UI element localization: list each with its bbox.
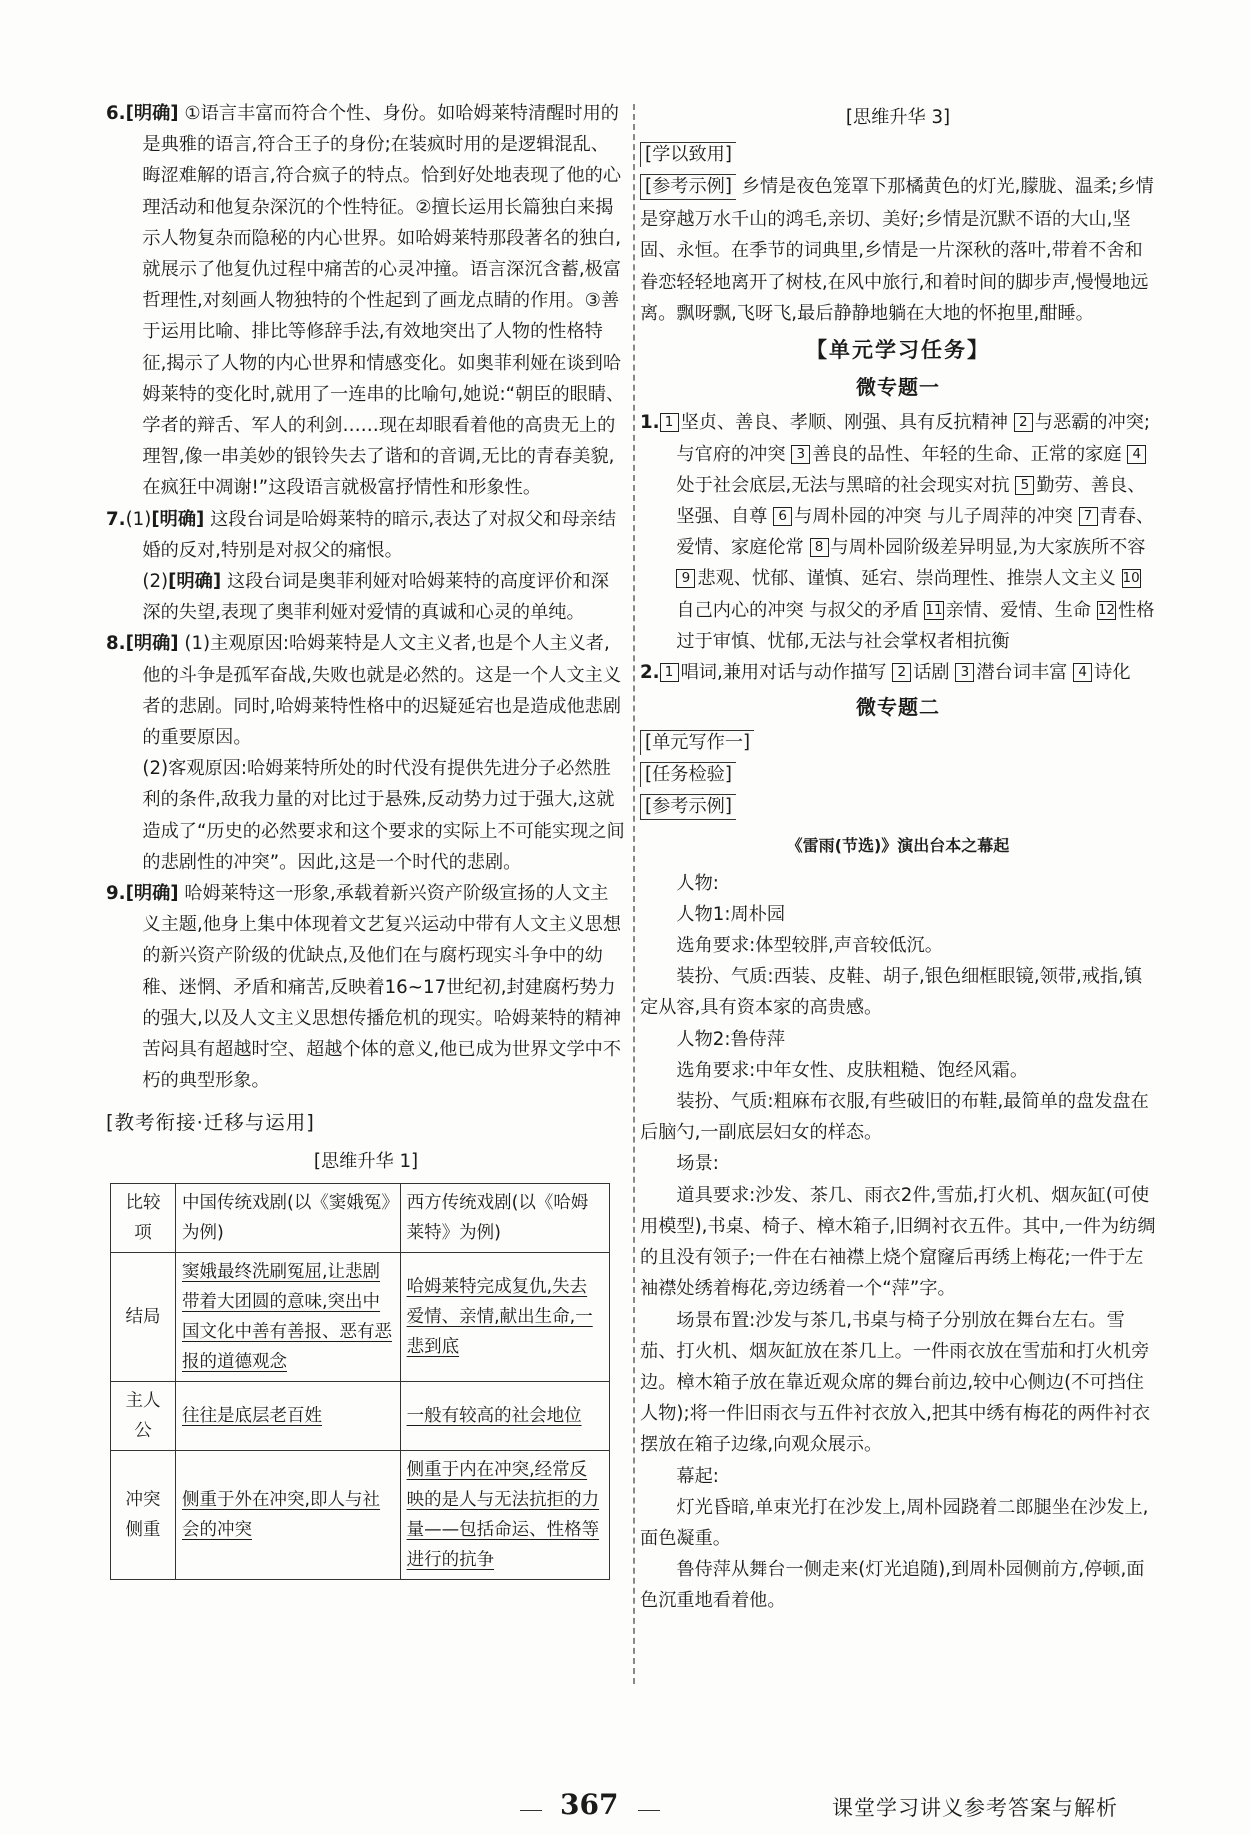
play-line: 选角要求:中年女性、皮肤粗糙、饱经风霜。 [676, 1059, 1029, 1081]
answer-number-box: 5 [1015, 476, 1034, 495]
check-label: [任务检验] [640, 762, 736, 787]
answer-text: 勤劳、善良、坚强、自尊 [676, 474, 1146, 528]
answer-text: 话剧 [913, 662, 950, 684]
table-row [111, 1381, 610, 1450]
apply-label: [学以致用] [640, 142, 736, 167]
play-line: 灯光昏暗,单束光打在沙发上,周朴园跷着二郎腿坐在沙发上,面色凝重。 [640, 1496, 1149, 1549]
table-cell: 一般有较高的社会地位 [400, 1381, 609, 1450]
footer-dash [520, 1810, 542, 1811]
topic-1-answer-2: 2. 1 唱词,兼用对话与动作描写 2 话剧 3 潜台词丰富 4 诗化 [640, 662, 1131, 684]
answer-9: 9.[明确] 哈姆莱特这一形象,承载着新兴资产阶级宣扬的人文主义主题,他身上集中体现着文艺复兴运动中带有人文主义思想的新兴资产阶级的优缺点,及他们在与腐朽现实斗争中的幼稚、迷惘、矛盾和痛苦,反映着16~17世纪初,封建腐朽势力的强大,以及人文主义思想传播危机的现实。哈姆莱特的精神苦闷具有超越时空、超越个体的意义,他已成为世界文学中不朽的典型形象。 [106, 883, 622, 1092]
answer-number-box: 4 [1127, 445, 1146, 464]
answer-text: 潜台词丰富 [976, 662, 1068, 684]
answer-7b: (2)[明确] 这段台词是奥菲利娅对哈姆莱特的高度评价和深深的失望,表现了奥菲利娅对爱情的真诚和心灵的单纯。 [142, 571, 609, 624]
table-cell: 侧重于外在冲突,即人与社会的冲突 [176, 1450, 401, 1579]
play-line: 人物1:周朴园 [676, 903, 786, 925]
column-divider [633, 104, 635, 1684]
play-script [640, 868, 1156, 1617]
topic-2-title: 微专题二 [856, 695, 940, 720]
answer-text: 唱词,兼用对话与动作描写 [680, 662, 887, 684]
table-cell: 哈姆莱特完成复仇,失去爱情、亲情,献出生命,一悲到底 [400, 1252, 609, 1381]
table-header: 比较项 [111, 1183, 176, 1252]
table-row [111, 1252, 610, 1381]
page-number: 367 [560, 1788, 619, 1821]
answer-number-box: 3 [791, 445, 810, 464]
sample-paragraph: [参考示例] 乡情是夜色笼罩下那橘黄色的灯光,朦胧、温柔;乡情是穿越万水千山的鸿毛,亲切、美好;乡情是沉默不语的大山,坚固、永恒。在季节的词典里,乡情是一片深秋的落叶,带着不舍和眷恋轻轻地离开了树枝,在风中旅行,和着时间的脚步声,慢慢地远离。飘呀飘,飞呀飞,最后静静地躺在大地的怀抱里,酣睡。 [640, 176, 1154, 324]
answer-text: 性格过于审慎、忧郁,无法与社会掌权者相抗衡 [676, 599, 1155, 652]
section-title: [教考衔接·迁移与运用] [106, 1110, 315, 1134]
play-line: 选角要求:体型较胖,声音较低沉。 [676, 935, 943, 957]
answer-8b: (2)客观原因:哈姆莱特所处的时代没有提供先进分子必然胜利的条件,敌我力量的对比过于悬殊,反动势力过于强大,这就造成了“历史的必然要求和这个要求的实际上不可能实现之间的悲剧性的冲突”。因此,这是一个时代的悲剧。 [142, 758, 625, 873]
answer-6: 6.[明确] ①语言丰富而符合个性、身份。如哈姆莱特清醒时用的是典雅的语言,符合王子的身份;在装疯时用的是逻辑混乱、晦涩难解的语言,符合疯子的特点。恰到好处地表现了他的心理活动和他复杂深沉的个性特征。②擅长运用长篇独白来揭示人物复杂而隐秘的内心世界。如哈姆莱特那段著名的独白,就展示了他复仇过程中痛苦的心灵冲撞。语言深沉含蓄,极富哲理性,对刻画人物独特的个性起到了画龙点睛的作用。③善于运用比喻、排比等修辞手法,有效地突出了人物的性格特征,揭示了人物的内心世界和情感变化。如奥菲利娅在谈到哈姆莱特的变化时,就用了一连串的比喻句,她说:“朝臣的眼睛、学者的辩舌、军人的利剑……现在却眼看着他的高贵无上的理智,像一串美妙的银铃失去了谐和的音调,无比的青春美貌,在疯狂中凋谢!”这段语言就极富抒情性和形象性。 [106, 103, 625, 499]
answer-7a: 7.(1)[明确] 这段台词是哈姆莱特的暗示,表达了对叔父和母亲结婚的反对,特别是对叔父的痛恨。 [106, 508, 617, 561]
answer-number-box: 6 [773, 507, 792, 526]
answer-number-box: 2 [892, 663, 911, 682]
right-column [640, 98, 1156, 1617]
play-line: 道具要求:沙发、茶几、雨衣2件,雪茄,打火机、烟灰缸(可使用模型),书桌、椅子、樟木箱子,旧绸衬衣五件。其中,一件为纺绸的且没有领子;一件在右袖襟上烧个窟窿后再绣上梅花;一件于左袖襟处绣着梅花,旁边绣着一个“萍”字。 [640, 1184, 1156, 1300]
table-header: 中国传统戏剧(以《窦娥冤》为例) [176, 1183, 401, 1252]
answer-text: 青春、爱情、家庭伦常 [676, 506, 1155, 559]
think-1-title: [思维升华 1] [313, 1150, 419, 1172]
answer-number-box: 11 [925, 601, 943, 618]
table-row [111, 1450, 610, 1579]
sample-label: [参考示例] [640, 174, 736, 200]
left-column [106, 98, 626, 1580]
play-line: 场景布置:沙发与茶几,书桌与椅子分别放在舞台左右。雪茄、打火机、烟灰缸放在茶几上。一件雨衣放在雪茄和打火机旁边。樟木箱子放在靠近观众席的舞台前边,较中心侧边(不可挡住人物);将一件旧雨衣与五件衬衣放入,把其中绣有梅花的两件衬衣摆放在箱子边缘,向观众展示。 [640, 1309, 1151, 1456]
play-line: 装扮、气质:粗麻布衣服,有些破旧的布鞋,最简单的盘发盘在后脑勺,一副底层妇女的样态。 [640, 1091, 1149, 1144]
table-header: 西方传统戏剧(以《哈姆莱特》为例) [400, 1183, 609, 1252]
answer-number-box: 10 [1122, 570, 1140, 587]
answer-number-box: 7 [1079, 507, 1098, 526]
answer-number-box: 2 [1014, 413, 1033, 432]
play-line: 鲁侍萍从舞台一侧走来(灯光追随),到周朴园侧前方,停顿,面色沉重地看着他。 [640, 1559, 1145, 1612]
writing-label: [单元写作一] [640, 730, 754, 755]
answer-text: 与恶霸的冲突;与官府的冲突 [676, 412, 1151, 465]
answer-text: 与周朴园阶级差异明显,为大家族所不容 [830, 537, 1146, 559]
answer-number-box: 9 [676, 569, 695, 588]
answer-text: 与周朴园的冲突 与儿子周萍的冲突 [794, 506, 1073, 528]
page-footer [0, 1788, 1250, 1828]
play-line: 人物: [676, 872, 719, 894]
footer-dash [638, 1810, 660, 1811]
answer-text: 善良的品性、年轻的生命、正常的家庭 [812, 443, 1122, 465]
table-header-row [111, 1183, 610, 1252]
answer-text: 亲情、爱情、生命 [945, 599, 1092, 621]
play-line: 装扮、气质:西装、皮鞋、胡子,银色细框眼镜,领带,戒指,镇定从容,具有资本家的高贵感。 [640, 966, 1143, 1019]
row-label: 结局 [111, 1252, 176, 1381]
answer-number-box: 1 [660, 413, 679, 432]
answer-list [660, 412, 1155, 651]
play-line: 人物2:鲁侍萍 [676, 1028, 786, 1050]
topic-1-answer-1: 1. 1 坚贞、善良、孝顺、刚强、具有反抗精神 2 与恶霸的冲突;与官府的冲突 3 善良的品性、年轻的生命、正常的家庭 4处于社会底层,无法与黑暗的社会现实对抗 5 勤劳、善良、坚强、自尊 6 与周朴园的冲突 与儿子周萍的冲突 7 青春、爱情、家庭伦常 8 与周朴园阶级差异明显,为大家族所不容 9 悲观、忧郁、谨慎、延宕、崇尚理性、推崇人文主义 10自己内心的冲突 与叔父的矛盾 11 亲情、爱情、生命 12 性格过于审慎、忧郁,无法与社会掌权者相抗衡 [640, 412, 1155, 652]
answer-number-box: 4 [1073, 663, 1092, 682]
answer-text: 诗化 [1094, 662, 1131, 684]
think-3-title: [思维升华 3] [845, 107, 951, 128]
answer-8a: 8.[明确] (1)主观原因:哈姆莱特是人文主义者,也是个人主义者,他的斗争是孤军奋战,失败也就是必然的。这是一个人文主义者的悲剧。同时,哈姆莱特性格中的迟疑延宕也是造成他悲剧的重要原因。 [106, 633, 622, 749]
table-cell: 侧重于内在冲突,经常反映的是人与无法抗拒的力量——包括命运、性格等进行的抗争 [400, 1450, 609, 1579]
play-line: 幕起: [676, 1465, 719, 1487]
row-label: 冲突侧重 [111, 1450, 176, 1579]
play-title: 《雷雨(节选)》演出台本之幕起 [786, 836, 1010, 856]
answer-text: 处于社会底层,无法与黑暗的社会现实对抗 [676, 474, 1010, 496]
answer-list [660, 662, 1131, 683]
answer-text: 悲观、忧郁、谨慎、延宕、崇尚理性、推崇人文主义 [697, 568, 1116, 590]
answer-text: 自己内心的冲突 与叔父的矛盾 [676, 599, 919, 621]
table-cell: 往往是底层老百姓 [176, 1381, 401, 1450]
table-cell: 窦娥最终洗刷冤屈,让悲剧带着大团圆的意味,突出中国文化中善有善报、恶有恶报的道德观念 [176, 1252, 401, 1381]
comparison-table [110, 1183, 610, 1580]
answer-number-box: 12 [1097, 601, 1116, 618]
topic-1-title: 微专题一 [856, 375, 940, 400]
answer-number-box: 8 [810, 538, 829, 557]
answer-text: 坚贞、善良、孝顺、刚强、具有反抗精神 [680, 412, 1008, 434]
answer-number-box: 1 [660, 663, 679, 682]
unit-task-title: 【单元学习任务】 [806, 338, 990, 363]
footer-title: 课堂学习讲义参考答案与解析 [832, 1796, 1118, 1820]
sample-2-label: [参考示例] [640, 794, 736, 820]
row-label: 主人公 [111, 1381, 176, 1450]
answer-number-box: 3 [955, 663, 974, 682]
play-line: 场景: [676, 1153, 719, 1175]
